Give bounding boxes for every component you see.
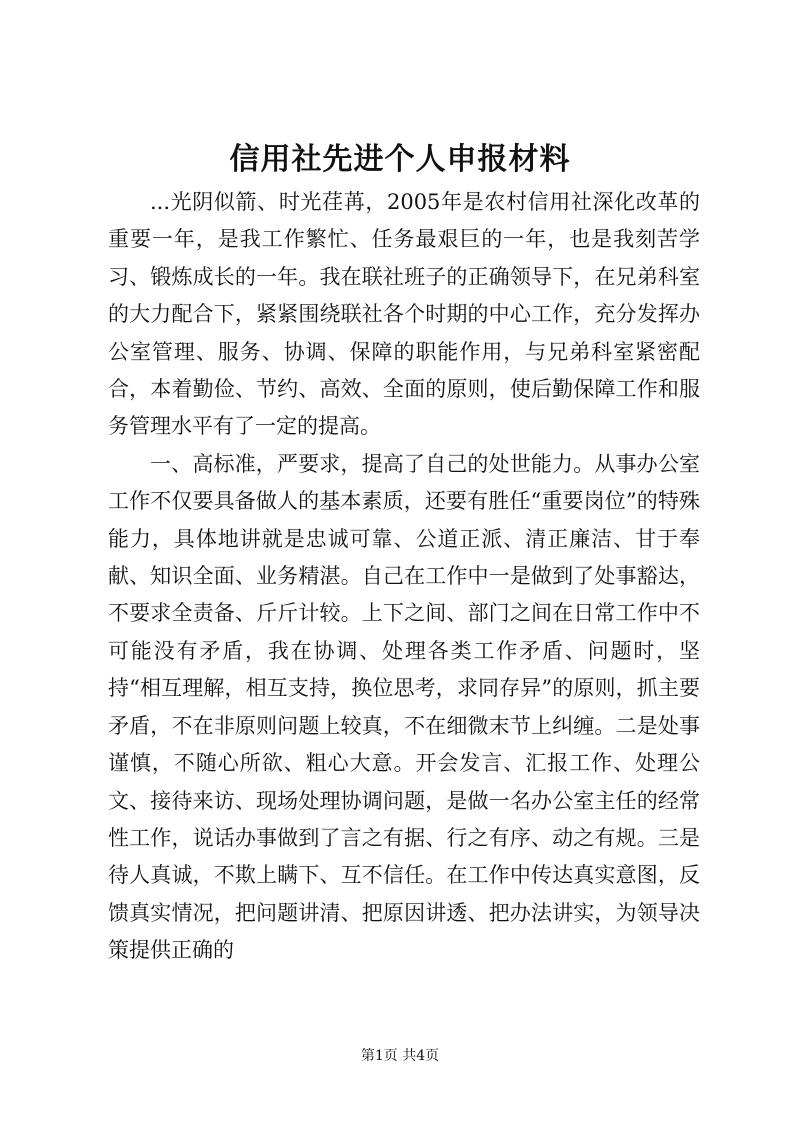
document-title: 信用社先进个人申报材料 [229,142,571,177]
paragraph-intro: ...光阴似箭、时光荏苒，2005年是农村信用社深化改革的重要一年，是我工作繁忙、任务最艰巨的一年，也是我刻苦学习、锻炼成长的一年。我在联社班子的正确领导下，在兄弟科室的大力配合下，紧紧围绕联社各个时期的中心工作，充分发挥办公室管理、服务、协调、保障的职能作用，与兄弟科室紧密配合，本着勤俭、节约、高效、全面的原则，使后勤保障工作和服务管理水平有了一定的提高。 [108,190,700,439]
page-number-footer: 第1页 共4页 [360,1048,440,1064]
paragraph-section-one: 一、高标准，严要求，提高了自己的处世能力。从事办公室工作不仅要具备做人的基本素质，还要有胜任“重要岗位”的特殊能力，具体地讲就是忠诚可靠、公道正派、清正廉洁、甘于奉献、知识全面、业务精湛。自己在工作中一是做到了处事豁达，不要求全责备、斤斤计较。上下之间、部门之间在日常工作中不可能没有矛盾，我在协调、处理各类工作矛盾、问题时，坚持“相互理解，相互支持，换位思考，求同存异”的原则，抓主要矛盾，不在非原则问题上较真，不在细微末节上纠缠。二是处事谨慎，不随心所欲、粗心大意。开会发言、汇报工作、处理公文、接待来访、现场处理协调问题，是做一名办公室主任的经常性工作，说话办事做到了言之有据、行之有序、动之有规。三是待人真诚，不欺上瞒下、互不信任。在工作中传达真实意图，反馈真实情况，把问题讲清、把原因讲透、把办法讲实，为领导决策提供正确的 [108,451,700,963]
document-body [108,184,700,970]
